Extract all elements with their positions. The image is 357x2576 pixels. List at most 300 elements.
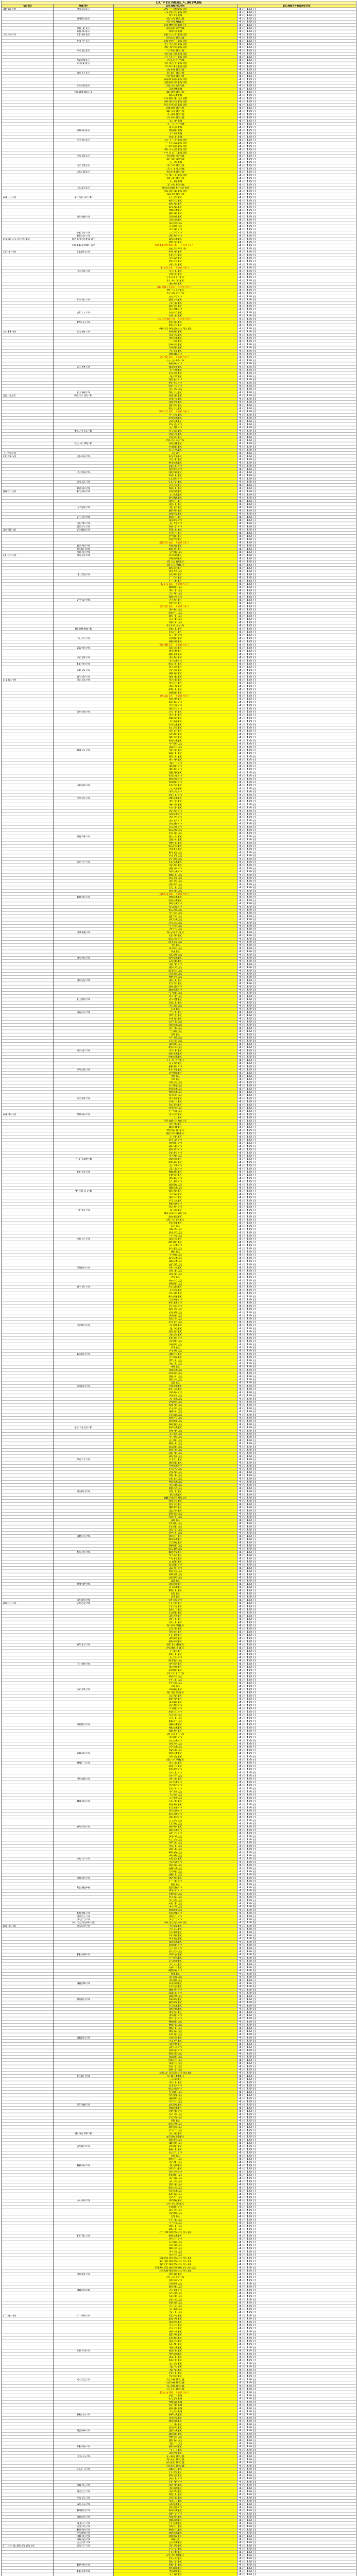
- area-cell: 杭州道街道: [114, 104, 237, 107]
- start-date-cell: 4月18日: [237, 1512, 356, 1515]
- area-cell: 江阴市: [114, 477, 237, 480]
- area-cell: 阳信县: [114, 969, 237, 972]
- area-cell: 下营镇: [114, 132, 237, 135]
- area-cell: 新城区: [114, 238, 237, 241]
- start-date-cell: 4月18日: [237, 471, 356, 474]
- start-date-cell: 4月18日: [237, 2285, 356, 2289]
- start-date-cell: 4月18日: [237, 685, 356, 688]
- start-date-cell: 4月18日: [237, 263, 356, 266]
- start-date-cell: 4月18日: [237, 726, 356, 730]
- area-cell: 五莲县: [114, 1004, 237, 1007]
- area-cell: 别山镇: [114, 135, 237, 139]
- area-cell: 浑南区: [114, 263, 237, 266]
- area-cell: 从化区: [114, 2343, 237, 2346]
- start-date-cell: 4月18日: [237, 410, 356, 413]
- area-cell: 崂山区: [114, 688, 237, 691]
- start-date-cell: 4月18日: [237, 123, 356, 126]
- area-cell: 涧西区: [114, 1499, 237, 1502]
- area-cell: 莒南县: [114, 1040, 237, 1043]
- start-date-cell: 4月18日: [237, 2202, 356, 2206]
- start-date-cell: 4月18日: [237, 2522, 356, 2525]
- area-cell: 白云区: [114, 2327, 237, 2330]
- city-cell: 长沙市: [54, 1924, 114, 1927]
- start-date-cell: 4月18日: [237, 1551, 356, 1554]
- area-cell: 涿州市: [114, 234, 237, 238]
- area-cell: 川汇区: [114, 1458, 237, 1461]
- city-cell: 衡阳市: [54, 1998, 114, 2001]
- start-date-cell: 4月18日: [237, 1726, 356, 1730]
- start-date-cell: 4月18日: [237, 1340, 356, 1343]
- start-date-cell: 4月18日: [237, 1471, 356, 1474]
- area-cell: 泸溪县: [114, 2292, 237, 2295]
- area-cell: 平舆县: [114, 1435, 237, 1438]
- start-date-cell: 4月18日: [237, 59, 356, 62]
- area-cell: 庄河市: [114, 295, 237, 298]
- start-date-cell: 4月18日: [237, 1733, 356, 1736]
- start-date-cell: 4月18日: [237, 1301, 356, 1304]
- area-cell: 郧阳区: [114, 1669, 237, 1672]
- area-cell: 皇姑区: [114, 257, 237, 260]
- start-date-cell: 4月18日: [237, 72, 356, 75]
- start-date-cell: 4月18日: [237, 420, 356, 423]
- area-cell: 淄川区: [114, 838, 237, 841]
- area-cell: 鼎湖区: [114, 2519, 237, 2522]
- area-cell: 历下区: [114, 710, 237, 714]
- start-date-cell: 4月18日: [237, 1212, 356, 1215]
- area-cell: 上蔡县: [114, 1432, 237, 1435]
- start-date-cell: 4月18日: [237, 2547, 356, 2550]
- province-cell: 北京市: [2, 8, 54, 11]
- area-cell: 石峰区: [114, 1959, 237, 1962]
- area-cell: 湘乡市: [114, 1988, 237, 1991]
- start-date-cell: 4月18日: [237, 1139, 356, 1142]
- city-cell: 金华市: [54, 522, 114, 525]
- start-date-cell: 4月18日: [237, 2183, 356, 2186]
- area-cell: 唐河县: [114, 1416, 237, 1419]
- area-cell: 蒸湘区: [114, 2007, 237, 2010]
- area-cell: 蓬莱区: [114, 771, 237, 774]
- area-cell: 丹江口市: [114, 1672, 237, 1675]
- area-cell: 宜城市: [114, 1739, 237, 1742]
- start-date-cell: 4月18日: [237, 675, 356, 679]
- province-cell: 广东省: [2, 2314, 54, 2317]
- area-cell: 新干县: [114, 615, 237, 618]
- start-date-cell: 4月18日: [237, 2365, 356, 2368]
- area-cell: 潍城区: [114, 796, 237, 800]
- start-date-cell: 4月18日: [237, 1027, 356, 1030]
- start-date-cell: 4月18日: [237, 1461, 356, 1464]
- area-cell: 梨园镇: [114, 30, 237, 33]
- area-cell: 东昌府区: [114, 931, 237, 934]
- area-cell: 鄢陵县: [114, 1183, 237, 1187]
- area-cell: 新华区: [114, 202, 237, 206]
- start-date-cell: 4月18日: [237, 1183, 356, 1187]
- start-date-cell: 4月18日: [237, 448, 356, 451]
- start-date-cell: 4月18日: [237, 273, 356, 276]
- area-cell: 大口屯镇: [114, 167, 237, 171]
- province-cell: 浙江省: [2, 490, 54, 493]
- area-cell: 霞山区: [114, 2493, 237, 2496]
- area-cell: 新宁县: [114, 2068, 237, 2071]
- start-date-cell: 4月18日: [237, 1704, 356, 1707]
- start-date-cell: 4月18日: [237, 2397, 356, 2400]
- area-cell: 新建区: [114, 567, 237, 570]
- start-date-cell: 4月18日: [237, 1394, 356, 1397]
- area-cell: 湘阴县: [114, 2097, 237, 2100]
- start-date-cell: 4月18日: [237, 1679, 356, 1682]
- area-cell: 祁东县: [114, 2033, 237, 2036]
- area-cell: 阿城区: [114, 416, 237, 419]
- area-cell: 三水区: [114, 2423, 237, 2426]
- area-cell: 鼓楼区: [114, 1215, 237, 1218]
- start-date-cell: 4月18日: [237, 1969, 356, 1972]
- area-cell: 陕州区: [114, 1161, 237, 1164]
- start-date-cell: 4月18日: [237, 682, 356, 685]
- area-cell: 英德市: [114, 2506, 237, 2509]
- city-cell: 大连市: [54, 269, 114, 273]
- area-cell: 衡阳县: [114, 2020, 237, 2023]
- start-date-cell: 4月18日: [237, 1752, 356, 1755]
- start-date-cell: 4月18日: [237, 432, 356, 435]
- area-cell: 井冈山市: [114, 624, 237, 627]
- start-date-cell: 4月18日: [237, 1273, 356, 1276]
- start-date-cell: 4月18日: [237, 2480, 356, 2483]
- area-cell: 通城县: [114, 1867, 237, 1870]
- start-date-cell: 4月18日: [237, 2244, 356, 2247]
- area-cell: 二道区: [114, 340, 237, 343]
- start-date-cell: 4月18日: [237, 2442, 356, 2445]
- start-date-cell: 4月18日: [237, 982, 356, 985]
- area-cell: 鄱阳县: [114, 586, 237, 589]
- area-cell: 旅顺口区（部分）: [114, 285, 237, 289]
- start-date-cell: 4月18日: [237, 806, 356, 809]
- area-cell: 郓城县: [114, 1088, 237, 1091]
- start-date-cell: 4月18日: [237, 1403, 356, 1406]
- start-date-cell: 4月18日: [237, 2375, 356, 2378]
- area-cell: 洞口县: [114, 2062, 237, 2065]
- start-date-cell: 4月18日: [237, 2001, 356, 2004]
- start-date-cell: 4月18日: [237, 749, 356, 752]
- area-cell: 郯城县: [114, 1024, 237, 1027]
- start-date-cell: 4月18日: [237, 739, 356, 742]
- area-cell: 房县: [114, 1685, 237, 1688]
- area-cell: 汨罗市: [114, 2084, 237, 2087]
- area-cell: 炎陵县: [114, 1979, 237, 1982]
- start-date-cell: 4月18日: [237, 879, 356, 883]
- start-date-cell: 4月18日: [237, 640, 356, 643]
- start-date-cell: 4月18日: [237, 1876, 356, 1879]
- city-cell: 济宁市: [54, 860, 114, 863]
- area-cell: 南海区: [114, 2416, 237, 2419]
- area-cell: 章丘区: [114, 730, 237, 733]
- start-date-cell: 4月18日: [237, 1202, 356, 1206]
- start-date-cell: 4月18日: [237, 2065, 356, 2068]
- area-cell: 西安区: [114, 436, 237, 439]
- area-cell: 浔阳区: [114, 637, 237, 640]
- start-date-cell: 4月18日: [237, 234, 356, 238]
- start-date-cell: 4月18日: [237, 1384, 356, 1387]
- area-cell: 永定区: [114, 2132, 237, 2135]
- province-cell: 湖南省: [2, 1924, 54, 1927]
- start-date-cell: 4月18日: [237, 2269, 356, 2273]
- area-cell: 西工区: [114, 1490, 237, 1493]
- area-cell: 藁城区: [114, 209, 237, 212]
- start-date-cell: 4月18日: [237, 193, 356, 196]
- start-date-cell: 4月18日: [237, 915, 356, 918]
- city-cell: 东莞市: [54, 2378, 114, 2381]
- area-cell: 韶山市: [114, 1991, 237, 1994]
- city-cell: 濮阳市: [54, 1266, 114, 1269]
- area-cell: 万年县: [114, 592, 237, 595]
- start-date-cell: 4月18日: [237, 1419, 356, 1422]
- area-cell: 古丈县: [114, 2304, 237, 2308]
- start-date-cell: 4月18日: [237, 1359, 356, 1362]
- start-date-cell: 4月18日: [237, 1241, 356, 1244]
- city-cell: 合肥市: [54, 528, 114, 531]
- start-date-cell: 4月18日: [237, 1579, 356, 1582]
- start-date-cell: 4月18日: [237, 583, 356, 586]
- area-cell: 管城回族区: [114, 1120, 237, 1123]
- start-date-cell: 4月18日: [237, 2027, 356, 2030]
- start-date-cell: 4月18日: [237, 947, 356, 950]
- city-cell: 永州市: [54, 2199, 114, 2202]
- area-cell: 巩义市: [114, 1139, 237, 1142]
- city-cell: 宝坻区: [54, 164, 114, 167]
- city-cell: 威海市: [54, 784, 114, 787]
- start-date-cell: 4月18日: [237, 1803, 356, 1806]
- city-cell: 景德镇市: [54, 628, 114, 631]
- area-cell: 寒亭区: [114, 803, 237, 806]
- area-cell: 猇亭区: [114, 1698, 237, 1701]
- start-date-cell: 4月18日: [237, 372, 356, 375]
- area-cell: 汉阳区: [114, 1612, 237, 1615]
- start-date-cell: 4月18日: [237, 14, 356, 17]
- area-cell: 鹿邑县: [114, 1487, 237, 1490]
- start-date-cell: 4月18日: [237, 1352, 356, 1355]
- area-cell: 垦利区: [114, 1104, 237, 1107]
- start-date-cell: 4月18日: [237, 1075, 356, 1078]
- start-date-cell: 4月18日: [237, 1838, 356, 1841]
- area-cell: 延津县: [114, 1317, 237, 1320]
- area-cell: 北仑区: [114, 506, 237, 509]
- area-cell: 昆山市: [114, 464, 237, 467]
- area-cell: 新邵县: [114, 2052, 237, 2055]
- area-cell: 江城区: [114, 2522, 237, 2525]
- start-date-cell: 4月18日: [237, 266, 356, 269]
- start-date-cell: 4月18日: [237, 2193, 356, 2196]
- start-date-cell: 4月18日: [237, 1643, 356, 1647]
- area-cell: 民权县: [114, 1247, 237, 1250]
- start-date-cell: 4月18日: [237, 1177, 356, 1180]
- start-date-cell: 4月18日: [237, 573, 356, 576]
- area-cell: 洛龙区: [114, 1503, 237, 1506]
- area-cell: 石龙区: [114, 1199, 237, 1202]
- start-date-cell: 4月18日: [237, 1544, 356, 1547]
- start-date-cell: 4月18日: [237, 1761, 356, 1765]
- area-cell: 河口区: [114, 1100, 237, 1103]
- area-cell: 五大道街道: [114, 43, 237, 46]
- start-date-cell: 4月18日: [237, 100, 356, 103]
- start-date-cell: 4月18日: [237, 854, 356, 857]
- start-date-cell: 4月18日: [237, 340, 356, 343]
- area-cell: 天心区: [114, 1927, 237, 1930]
- city-cell: [54, 2573, 114, 2576]
- area-cell: 常熟市: [114, 468, 237, 471]
- start-date-cell: 4月18日: [237, 2554, 356, 2557]
- start-date-cell: 4月18日: [237, 1809, 356, 1812]
- city-cell: 西青区: [54, 155, 114, 158]
- area-cell: 蕲春县: [114, 1851, 237, 1854]
- area-cell: 兴隆县: [114, 225, 237, 228]
- start-date-cell: 4月18日: [237, 2416, 356, 2419]
- area-cell: 赛罕区: [114, 241, 237, 244]
- start-date-cell: 4月18日: [237, 1391, 356, 1394]
- start-date-cell: 4月18日: [237, 876, 356, 879]
- city-cell: 张家界市: [54, 2132, 114, 2135]
- province-cell: 辽宁省: [2, 250, 54, 253]
- area-cell: 端州区: [114, 2515, 237, 2518]
- start-date-cell: 4月18日: [237, 1209, 356, 1212]
- area-cell: 市北区: [114, 682, 237, 685]
- area-cell: 东平县: [114, 995, 237, 998]
- area-cell: 建始县: [114, 1892, 237, 1895]
- area-cell: 赣县区: [114, 653, 237, 656]
- area-cell: 上城区: [114, 493, 237, 496]
- start-date-cell: 4月18日: [237, 1088, 356, 1091]
- start-date-cell: 4月18日: [237, 1097, 356, 1100]
- city-cell: 海淀区: [54, 8, 114, 11]
- start-date-cell: 4月18日: [237, 1091, 356, 1094]
- start-date-cell: 4月18日: [237, 1851, 356, 1854]
- start-date-cell: 4月18日: [237, 2190, 356, 2193]
- area-cell: 临朐县: [114, 828, 237, 832]
- area-cell: 郧西县: [114, 1675, 237, 1679]
- start-date-cell: 4月18日: [237, 1943, 356, 1946]
- start-date-cell: 4月18日: [237, 490, 356, 493]
- start-date-cell: 4月18日: [237, 1602, 356, 1605]
- area-cell: 永吉县: [114, 388, 237, 391]
- start-date-cell: 4月18日: [237, 1346, 356, 1349]
- area-cell: 获嘉县: [114, 1311, 237, 1314]
- start-date-cell: 4月18日: [237, 1464, 356, 1467]
- start-date-cell: 4月18日: [237, 934, 356, 937]
- area-cell: 绥芬河市: [114, 439, 237, 442]
- area-cell: 解放区: [114, 1551, 237, 1554]
- start-date-cell: 4月18日: [237, 2068, 356, 2071]
- area-cell: 前进区: [114, 442, 237, 445]
- start-date-cell: 4月18日: [237, 187, 356, 190]
- city-cell: 咸宁市: [54, 1857, 114, 1860]
- start-date-cell: 4月18日: [237, 2487, 356, 2490]
- area-cell: 拱墅区: [114, 496, 237, 499]
- city-cell: 十堰市: [54, 1663, 114, 1666]
- area-cell: 船营区: [114, 365, 237, 368]
- start-date-cell: 4月18日: [237, 1659, 356, 1663]
- start-date-cell: 4月18日: [237, 2464, 356, 2467]
- area-cell: 常宁市: [114, 2017, 237, 2020]
- start-date-cell: 4月18日: [237, 560, 356, 563]
- area-cell: 鹤峰县: [114, 1908, 237, 1911]
- area-cell: 香坊区: [114, 404, 237, 407]
- area-cell: 双阳区: [114, 346, 237, 349]
- start-date-cell: 4月18日: [237, 65, 356, 68]
- start-date-cell: 4月18日: [237, 1982, 356, 1985]
- area-cell: 牡丹区: [114, 1068, 237, 1071]
- area-cell: 卫滨区: [114, 1289, 237, 1292]
- city-cell: 赣州市: [54, 647, 114, 650]
- area-cell: 莒县: [114, 1008, 237, 1011]
- start-date-cell: 4月18日: [237, 1541, 356, 1544]
- city-cell: 东营市: [54, 1097, 114, 1100]
- area-cell: 江陵县: [114, 1822, 237, 1825]
- start-date-cell: 4月18日: [237, 1269, 356, 1273]
- area-cell: 英山县: [114, 1844, 237, 1848]
- start-date-cell: 4月18日: [237, 580, 356, 583]
- area-cell: 嵩县: [114, 1519, 237, 1522]
- area-cell: 道县: [114, 2215, 237, 2218]
- area-cell: 东乡区: [114, 666, 237, 669]
- area-cell: 武穴市: [114, 1832, 237, 1835]
- start-date-cell: 4月18日: [237, 602, 356, 605]
- area-cell: 龙潭区: [114, 375, 237, 378]
- area-cell: 上杭路街道: [114, 145, 237, 148]
- start-date-cell: 4月18日: [237, 158, 356, 161]
- start-date-cell: 4月18日: [237, 1908, 356, 1911]
- start-date-cell: 4月18日: [237, 1171, 356, 1174]
- start-date-cell: 4月18日: [237, 1650, 356, 1653]
- area-cell: 荷塘区: [114, 1953, 237, 1956]
- area-cell: 和平区: [114, 250, 237, 253]
- area-cell: 丰年村街道: [114, 65, 237, 68]
- start-date-cell: 4月18日: [237, 2458, 356, 2461]
- start-date-cell: 4月18日: [237, 2439, 356, 2442]
- start-date-cell: 4月18日: [237, 1563, 356, 1566]
- start-date-cell: 4月18日: [237, 615, 356, 618]
- area-cell: 坪山区: [114, 2371, 237, 2375]
- city-cell: 抚州市: [54, 663, 114, 666]
- start-date-cell: 4月18日: [237, 464, 356, 467]
- start-date-cell: 4月18日: [237, 2007, 356, 2010]
- start-date-cell: 4月18日: [237, 2413, 356, 2416]
- area-cell: 云城区: [114, 2541, 237, 2544]
- province-cell: 湖北省: [2, 1602, 54, 1605]
- area-cell: 兖州区: [114, 863, 237, 867]
- area-cell: 集贤里街道: [114, 190, 237, 193]
- city-cell: 郑州市: [54, 1113, 114, 1116]
- start-date-cell: 4月18日: [237, 1624, 356, 1627]
- start-date-cell: 4月18日: [237, 2289, 356, 2292]
- area-cell: 君山区: [114, 2081, 237, 2084]
- start-date-cell: 4月18日: [237, 643, 356, 647]
- area-cell: 黄陂区: [114, 1637, 237, 1640]
- area-cell: 尚志市: [114, 423, 237, 426]
- city-cell: 泰安市: [54, 979, 114, 982]
- start-date-cell: 4月18日: [237, 2161, 356, 2164]
- area-cell: 新泰市: [114, 985, 237, 988]
- area-cell: 广饶县: [114, 1110, 237, 1113]
- area-cell: 罗庄区: [114, 1014, 237, 1017]
- start-date-cell: 4月18日: [237, 1078, 356, 1081]
- area-cell: 津市市: [114, 2110, 237, 2113]
- area-cell: 赤壁市: [114, 1860, 237, 1863]
- area-cell: 雨湖区: [114, 1982, 237, 1985]
- area-cell: 新晃侗族自治县: [114, 2260, 237, 2263]
- area-cell: 阳谷县: [114, 940, 237, 943]
- start-date-cell: 4月18日: [237, 2266, 356, 2269]
- start-date-cell: 4月18日: [237, 2410, 356, 2413]
- start-date-cell: 4月18日: [237, 407, 356, 410]
- area-cell: 绿园区: [114, 343, 237, 346]
